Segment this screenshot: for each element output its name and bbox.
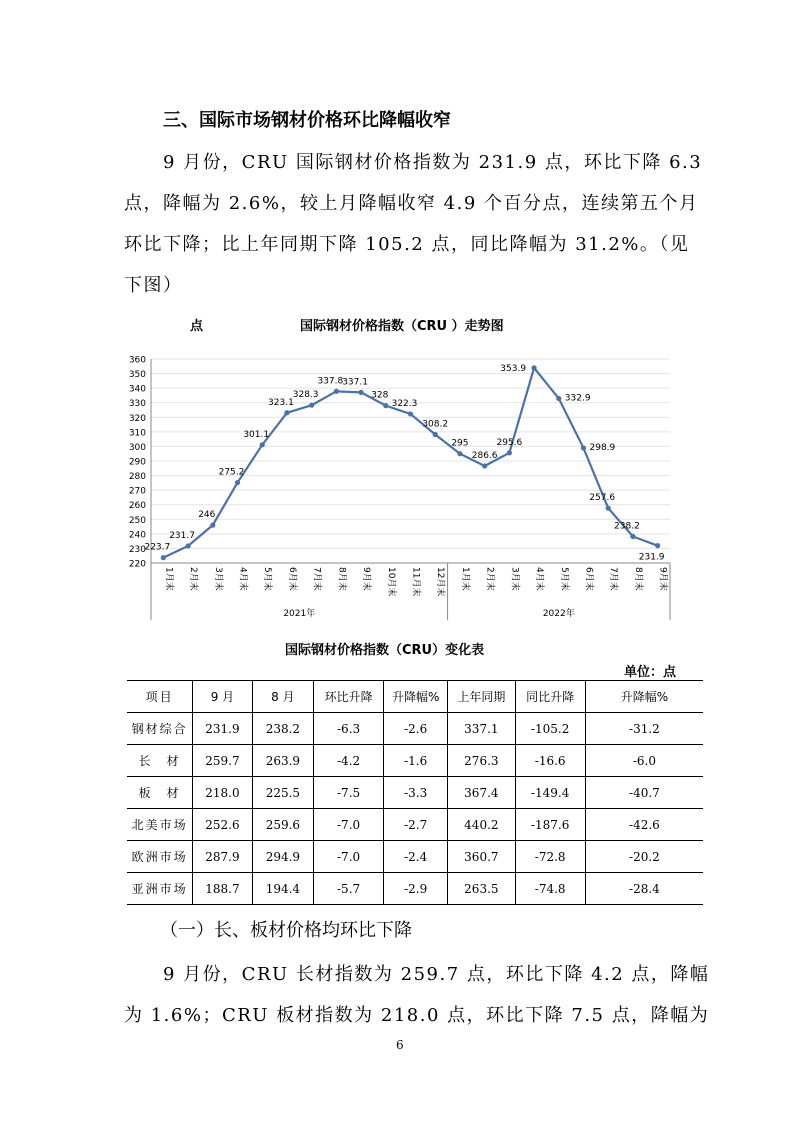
table-cell: 294.9 xyxy=(252,841,313,873)
table-cell: -6.3 xyxy=(314,713,384,745)
table-cell: -31.2 xyxy=(585,713,703,745)
table-cell: -1.6 xyxy=(384,745,448,777)
table-cell: 360.7 xyxy=(448,841,515,873)
y-tick-label: 250 xyxy=(128,515,146,526)
x-tick-label: 2月末 xyxy=(484,567,495,591)
table-cell: 218.0 xyxy=(193,777,252,809)
table-cell: -72.8 xyxy=(515,841,585,873)
data-point xyxy=(185,543,190,548)
table-row xyxy=(127,873,703,905)
y-tick-label: 330 xyxy=(128,399,146,410)
chart-y-unit: 点 xyxy=(190,319,204,334)
paragraph-line: 为 1.6%；CRU 板材指数为 218.0 点，环比下降 7.5 点，降幅为 xyxy=(124,1005,710,1026)
table-cell: -40.7 xyxy=(585,777,703,809)
x-tick-label: 2月末 xyxy=(188,567,199,591)
table-cell: 钢材综合 xyxy=(127,713,193,745)
table-cell: 263.5 xyxy=(448,873,515,905)
data-point xyxy=(556,396,561,401)
table-cell: -20.2 xyxy=(585,841,703,873)
data-label: 323.1 xyxy=(268,397,294,408)
table-cell: 225.5 xyxy=(252,777,313,809)
table-cell: -5.7 xyxy=(314,873,384,905)
data-point xyxy=(383,403,388,408)
y-tick-label: 320 xyxy=(128,413,146,424)
data-label: 328 xyxy=(371,390,389,401)
data-point xyxy=(655,543,660,548)
y-tick-label: 340 xyxy=(128,384,146,395)
table-cell: 337.1 xyxy=(448,713,515,745)
data-label: 353.9 xyxy=(500,363,527,374)
table-row xyxy=(127,713,703,745)
data-point xyxy=(334,389,339,394)
data-point xyxy=(235,480,240,485)
column-header: 8 月 xyxy=(252,681,313,713)
data-point xyxy=(408,411,413,416)
y-tick-label: 310 xyxy=(128,428,146,439)
data-point xyxy=(358,390,363,395)
data-label: 322.3 xyxy=(391,398,418,409)
table-title: 国际钢材价格指数（CRU）变化表 xyxy=(285,643,485,658)
x-tick-label: 9月末 xyxy=(361,567,372,591)
data-label: 328.3 xyxy=(292,390,319,401)
data-point xyxy=(507,450,512,455)
data-label: 286.6 xyxy=(471,450,498,461)
table-row xyxy=(127,745,703,777)
paragraph-line: 9 月份，CRU 长材指数为 259.7 点，环比下降 4.2 点，降幅 xyxy=(163,964,710,985)
chart-title: 国际钢材价格指数（CRU ）走势图 xyxy=(300,319,504,334)
table-cell: 亚洲市场 xyxy=(127,873,193,905)
x-tick-label: 6月末 xyxy=(286,567,297,591)
table-cell: -2.4 xyxy=(384,841,448,873)
table-cell: 440.2 xyxy=(448,809,515,841)
y-tick-label: 290 xyxy=(128,457,146,468)
x-tick-label: 8月末 xyxy=(632,567,643,591)
y-tick-label: 270 xyxy=(128,486,146,497)
data-label: 332.9 xyxy=(564,393,591,404)
paragraph-line: 9 月份，CRU 国际钢材价格指数为 231.9 点，环比下降 6.3 xyxy=(163,152,703,173)
paragraph-line: 下图） xyxy=(124,275,183,296)
column-header: 同比升降 xyxy=(515,681,585,713)
data-point xyxy=(161,555,166,560)
paragraph-line: 环比下降；比上年同期下降 105.2 点，同比降幅为 31.2%。（见 xyxy=(124,234,690,255)
table-cell: -3.3 xyxy=(384,777,448,809)
data-point xyxy=(284,410,289,415)
table-cell: -6.0 xyxy=(585,745,703,777)
table-cell: -187.6 xyxy=(515,809,585,841)
column-header: 上年同期 xyxy=(448,681,515,713)
table-header-row xyxy=(127,681,703,713)
x-tick-label: 4月末 xyxy=(534,567,545,591)
x-tick-label: 11月末 xyxy=(410,567,421,597)
table-cell: -4.2 xyxy=(314,745,384,777)
x-tick-label: 9月末 xyxy=(657,567,668,591)
data-point xyxy=(482,463,487,468)
table-cell: -16.6 xyxy=(515,745,585,777)
x-tick-label: 8月末 xyxy=(336,567,347,591)
table-cell: 欧洲市场 xyxy=(127,841,193,873)
table-cell: 259.6 xyxy=(252,809,313,841)
table-row xyxy=(127,809,703,841)
data-label: 223.7 xyxy=(144,542,171,553)
data-label: 301.1 xyxy=(243,429,270,440)
y-tick-label: 280 xyxy=(128,472,146,483)
x-tick-label: 12月末 xyxy=(435,567,446,597)
x-tick-label: 1月末 xyxy=(459,567,470,591)
table-cell: -28.4 xyxy=(585,873,703,905)
section-heading: 三、国际市场钢材价格环比降幅收窄 xyxy=(163,110,451,131)
data-point xyxy=(606,506,611,511)
y-tick-label: 260 xyxy=(128,501,146,512)
table-cell: 287.9 xyxy=(193,841,252,873)
column-header: 9 月 xyxy=(193,681,252,713)
x-tick-label: 4月末 xyxy=(237,567,248,591)
table-cell: -7.5 xyxy=(314,777,384,809)
y-tick-label: 360 xyxy=(128,355,146,366)
data-label: 308.2 xyxy=(422,419,449,430)
cru-change-table xyxy=(127,680,703,905)
y-tick-label: 300 xyxy=(128,442,146,453)
table-cell: -42.6 xyxy=(585,809,703,841)
column-header: 环比升降 xyxy=(314,681,384,713)
table-cell: -7.0 xyxy=(314,841,384,873)
table-cell: 194.4 xyxy=(252,873,313,905)
data-label: 295 xyxy=(451,438,469,449)
x-tick-label: 5月末 xyxy=(262,567,273,591)
table-cell: 北美市场 xyxy=(127,809,193,841)
y-tick-label: 230 xyxy=(128,544,146,555)
x-tick-label: 7月末 xyxy=(608,567,619,591)
table-cell: -7.0 xyxy=(314,809,384,841)
column-header: 升降幅% xyxy=(585,681,703,713)
subsection-heading: （一）长、板材价格均环比下降 xyxy=(160,920,412,941)
y-tick-label: 350 xyxy=(128,370,146,381)
data-point xyxy=(581,445,586,450)
table-cell: -149.4 xyxy=(515,777,585,809)
table-cell: 238.2 xyxy=(252,713,313,745)
column-header: 项目 xyxy=(127,681,193,713)
table-cell: 263.9 xyxy=(252,745,313,777)
table-cell: 231.9 xyxy=(193,713,252,745)
table-cell: 252.6 xyxy=(193,809,252,841)
x-tick-label: 6月末 xyxy=(583,567,594,591)
x-tick-label: 3月末 xyxy=(509,567,520,591)
table-cell: 276.3 xyxy=(448,745,515,777)
table-unit: 单位：点 xyxy=(624,665,677,680)
data-point xyxy=(433,432,438,437)
table-cell: -74.8 xyxy=(515,873,585,905)
table-cell: 367.4 xyxy=(448,777,515,809)
data-point xyxy=(457,451,462,456)
data-label: 337.1 xyxy=(342,377,368,388)
table-cell: -2.9 xyxy=(384,873,448,905)
table-cell: 板 材 xyxy=(127,777,193,809)
data-label: 246 xyxy=(198,510,216,521)
data-label: 275.2 xyxy=(218,467,245,478)
data-point xyxy=(260,442,265,447)
data-label: 231.9 xyxy=(638,552,665,563)
data-label: 238.2 xyxy=(614,521,640,532)
table-cell: 259.7 xyxy=(193,745,252,777)
y-tick-label: 240 xyxy=(128,530,146,541)
x-group-label: 2022年 xyxy=(542,609,575,619)
x-tick-label: 7月末 xyxy=(311,567,322,591)
page-number: 6 xyxy=(396,1038,404,1052)
column-header: 升降幅% xyxy=(384,681,448,713)
data-label: 295.6 xyxy=(496,437,523,448)
table-cell: -105.2 xyxy=(515,713,585,745)
table-cell: 长 材 xyxy=(127,745,193,777)
data-label: 337.8 xyxy=(317,376,344,387)
x-tick-label: 1月末 xyxy=(163,567,174,591)
table-row xyxy=(127,841,703,873)
paragraph-line: 点，降幅为 2.6%，较上月降幅收窄 4.9 个百分点，连续第五个月 xyxy=(124,193,699,214)
data-point xyxy=(210,523,215,528)
table-row xyxy=(127,777,703,809)
x-tick-label: 5月末 xyxy=(558,567,569,591)
table-cell: -2.6 xyxy=(384,713,448,745)
data-point xyxy=(309,403,314,408)
x-tick-label: 3月末 xyxy=(212,567,223,591)
x-tick-label: 10月末 xyxy=(385,567,396,597)
data-label: 298.9 xyxy=(589,443,616,454)
table-cell: 188.7 xyxy=(193,873,252,905)
data-point xyxy=(630,534,635,539)
y-tick-label: 220 xyxy=(128,559,146,570)
data-point xyxy=(531,365,536,370)
table-cell: -2.7 xyxy=(384,809,448,841)
data-label: 257.6 xyxy=(589,493,616,504)
x-group-label: 2021年 xyxy=(283,609,316,619)
data-label: 231.7 xyxy=(169,530,195,541)
